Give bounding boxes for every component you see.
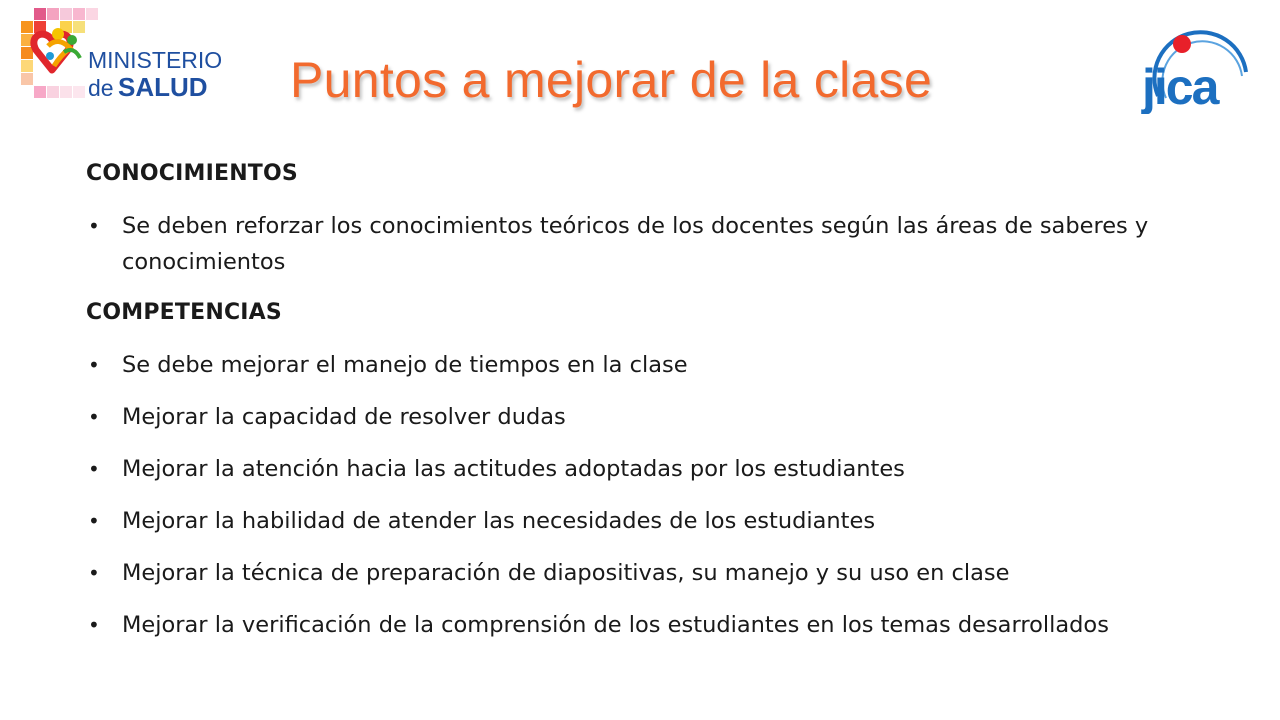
section-heading: CONOCIMIENTOS (86, 161, 298, 186)
ministerio-de-salud-logo (14, 6, 234, 106)
list-item-text: Se debe mejorar el manejo de tiempos en la clase (122, 352, 688, 378)
bullet-icon: • (88, 457, 100, 481)
bullet-icon: • (88, 214, 100, 238)
list-item-text: Mejorar la habilidad de atender las necesidades de los estudiantes (122, 508, 876, 534)
jica-logo (1138, 18, 1256, 114)
jica-text: jica (1142, 59, 1218, 114)
section-conocimientos (86, 156, 1206, 280)
list-item-text: Mejorar la técnica de preparación de diapositivas, su manejo y su uso en clase (122, 560, 1010, 586)
list-item (86, 451, 1206, 487)
list-item (86, 208, 1206, 280)
minsa-line2-prefix: de (88, 75, 114, 101)
section-heading: COMPETENCIAS (86, 300, 282, 325)
mosaic-graphic (21, 8, 98, 98)
list-item-text: Mejorar la verificación de la comprensión de los estudiantes en los temas desarrollados (122, 612, 1109, 638)
red-dot-icon (1173, 35, 1191, 53)
page-title: Puntos a mejorar de la clase (290, 52, 933, 108)
list-item-text: Mejorar la atención hacia las actitudes adoptadas por los estudiantes (122, 456, 905, 482)
heart-people-icon (34, 28, 80, 70)
slide-header (0, 0, 1280, 140)
list-item (86, 503, 1206, 539)
list-item (86, 555, 1206, 591)
bullet-icon: • (88, 613, 100, 637)
bullet-icon: • (88, 561, 100, 585)
list-item-text: Mejorar la capacidad de resolver dudas (122, 404, 566, 430)
list-item-text: Se deben reforzar los conocimientos teóricos de los docentes según las áreas de saberes y conocimientos (122, 213, 1149, 275)
bullet-list (86, 208, 1206, 280)
list-item (86, 347, 1206, 383)
minsa-line2-bold: SALUD (118, 72, 208, 102)
slide-content (86, 156, 1206, 643)
bullet-icon: • (88, 509, 100, 533)
bullet-list (86, 347, 1206, 643)
list-item (86, 607, 1206, 643)
section-competencias (86, 295, 1206, 643)
bullet-icon: • (88, 353, 100, 377)
bullet-icon: • (88, 405, 100, 429)
list-item (86, 399, 1206, 435)
minsa-line1: MINISTERIO (88, 47, 223, 73)
